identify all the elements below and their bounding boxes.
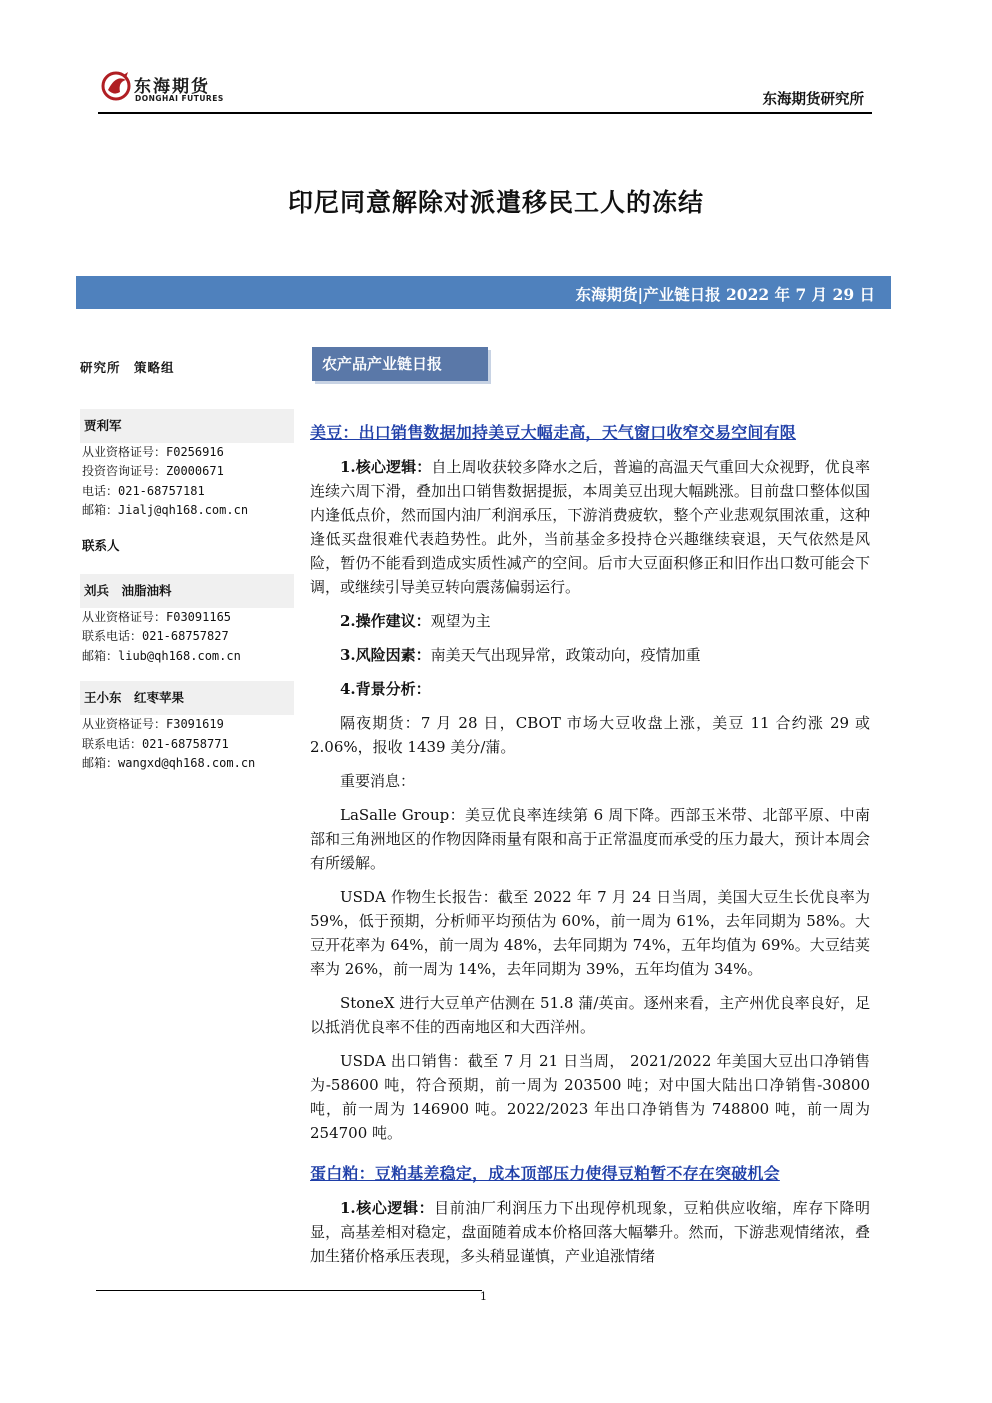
meal-core-logic [310, 1196, 870, 1268]
risk-text: 南美天气出现异常，政策动向，疫情加重 [430, 646, 701, 664]
logo-chinese-name: 东海期货 [134, 77, 210, 97]
document-title: 印尼同意解除对派遣移民工人的冻结 [287, 188, 704, 217]
contact-license: 从业资格证号：F03091165 [82, 609, 232, 624]
contact-phone: 联系电话：021-68757827 [82, 629, 229, 643]
contact-name: 王小东 红枣苹果 [80, 680, 294, 715]
soybean-heading-link[interactable]: 美豆：出口销售数据加持美豆大幅走高，天气窗口收窄交易空间有限 [310, 423, 797, 442]
soybean-background [310, 677, 870, 701]
news-label: 重要消息： [340, 772, 416, 790]
footer-divider [96, 1290, 482, 1291]
analyst-phone: 电话：021-68757181 [82, 483, 205, 498]
contact-email: 邮箱：wangxd@qh168.com.cn [82, 756, 256, 770]
soybean-core-logic [310, 455, 870, 599]
section-tag: 农产品产业链日报 [312, 347, 488, 381]
logo-english-name: DONGHAI FUTURES [135, 94, 224, 103]
donghai-logo-icon [98, 66, 138, 106]
news-item: StoneX 进行大豆单产估测在 51.8 蒲/英亩。逐州来看，主产州优良率良好，足以抵消优良率不佳的西南地区和大西洋州。 [310, 994, 870, 1036]
company-logo [98, 66, 238, 106]
header-divider [98, 112, 872, 114]
core-logic-text: 目前油厂利润压力下出现停机现象，豆粕供应收缩，库存下降明显，高基差相对稳定，盘面随着成本价格回落大幅攀升。然而，下游悲观情绪浓，叠加生猪价格承压表现，多头稍显谨慎，产业追涨情绪 [310, 1199, 870, 1265]
contacts-label: 联系人 [82, 537, 120, 553]
contact-name: 刘兵 油脂油料 [80, 573, 294, 608]
news-item: USDA 出口销售：截至 7 月 21 日当周， 2021/2022 年美国大豆出口净销售为-58600 吨，符合预期，前一周为 203500 吨；对中国大陆出口净销售-30800 吨，前一周为 146900 吨。2022/2023 年出口净销售为 748800 吨，前一周为 254700 吨。 [310, 1052, 870, 1142]
analyst-name: 贾利军 [80, 408, 294, 443]
author-sidebar [80, 358, 294, 774]
core-logic-label: 1.核心逻辑： [340, 458, 432, 476]
core-logic-text: 自上周收获较多降水之后，普遍的高温天气重回大众视野，优良率连续六周下滑，叠加出口销售数据提振，本周美豆出现大幅跳涨。目前盘口整体似国内逢低点价，然而国内油厂利润承压，下游消费疲软，整个产业悲观氛围浓重，这种逢低买盘很难代表趋势性。此外，当前基金多投持仓兴趣继续衰退，天气依然是风险，暂仍不能看到造成实质性减产的空间。后市大豆面积修正和旧作出口数可能会下调，或继续引导美豆转向震荡偏弱运行。 [310, 458, 870, 596]
news-item: LaSalle Group：美豆优良率连续第 6 周下降。西部玉米带、北部平原、中南部和三角洲地区的作物因降雨量有限和高于正常温度而承受的压力最大，预计本周会有所缓解。 [310, 806, 870, 872]
report-body [310, 420, 870, 1274]
operation-label: 2.操作建议： [340, 612, 431, 630]
page-number: 1 [480, 1290, 487, 1303]
news-item: USDA 作物生长报告：截至 2022 年 7 月 24 日当周，美国大豆生长优良率为 59%，低于预期，分析师平均预估为 60%，前一周为 61%，去年同期为 58%。大豆开花率为 64%，前一周为 48%，去年同期为 74%，五年均值为 69%。大豆结荚率为 26%，前一周为 14%，去年同期为 39%，五年均值为 34%。 [310, 888, 870, 978]
analyst-license: 从业资格证号：F0256916 [82, 444, 224, 459]
date-banner-text: 东海期货|产业链日报 2022 年 7 月 29 日 [575, 285, 875, 304]
background-label: 4.背景分析： [340, 680, 431, 698]
date-banner [76, 276, 891, 309]
soybean-operation [310, 609, 870, 633]
core-logic-label: 1.核心逻辑： [340, 1199, 435, 1217]
analyst-consult-license: 投资咨询证号：Z0000671 [82, 464, 224, 478]
meal-heading-link[interactable]: 蛋白粕：豆粕基差稳定，成本顶部压力使得豆粕暂不存在突破机会 [310, 1164, 780, 1183]
analyst-email: 邮箱：Jialj@qh168.com.cn [82, 503, 249, 517]
header-organization: 东海期货研究所 [762, 91, 864, 108]
contact-license: 从业资格证号：F3091619 [82, 717, 224, 731]
operation-text: 观望为主 [430, 612, 491, 630]
risk-label: 3.风险因素： [340, 646, 431, 664]
soybean-risk [310, 643, 870, 667]
contact-email: 邮箱：liub@qh168.com.cn [82, 648, 241, 663]
contact-phone: 联系电话：021-68758771 [82, 736, 229, 751]
department-label: 研究所 策略组 [80, 360, 175, 375]
overnight-futures: 隔夜期货：7 月 28 日，CBOT 市场大豆收盘上涨，美豆 11 合约涨 29 或 2.06%，报收 1439 美分/蒲。 [310, 714, 870, 756]
